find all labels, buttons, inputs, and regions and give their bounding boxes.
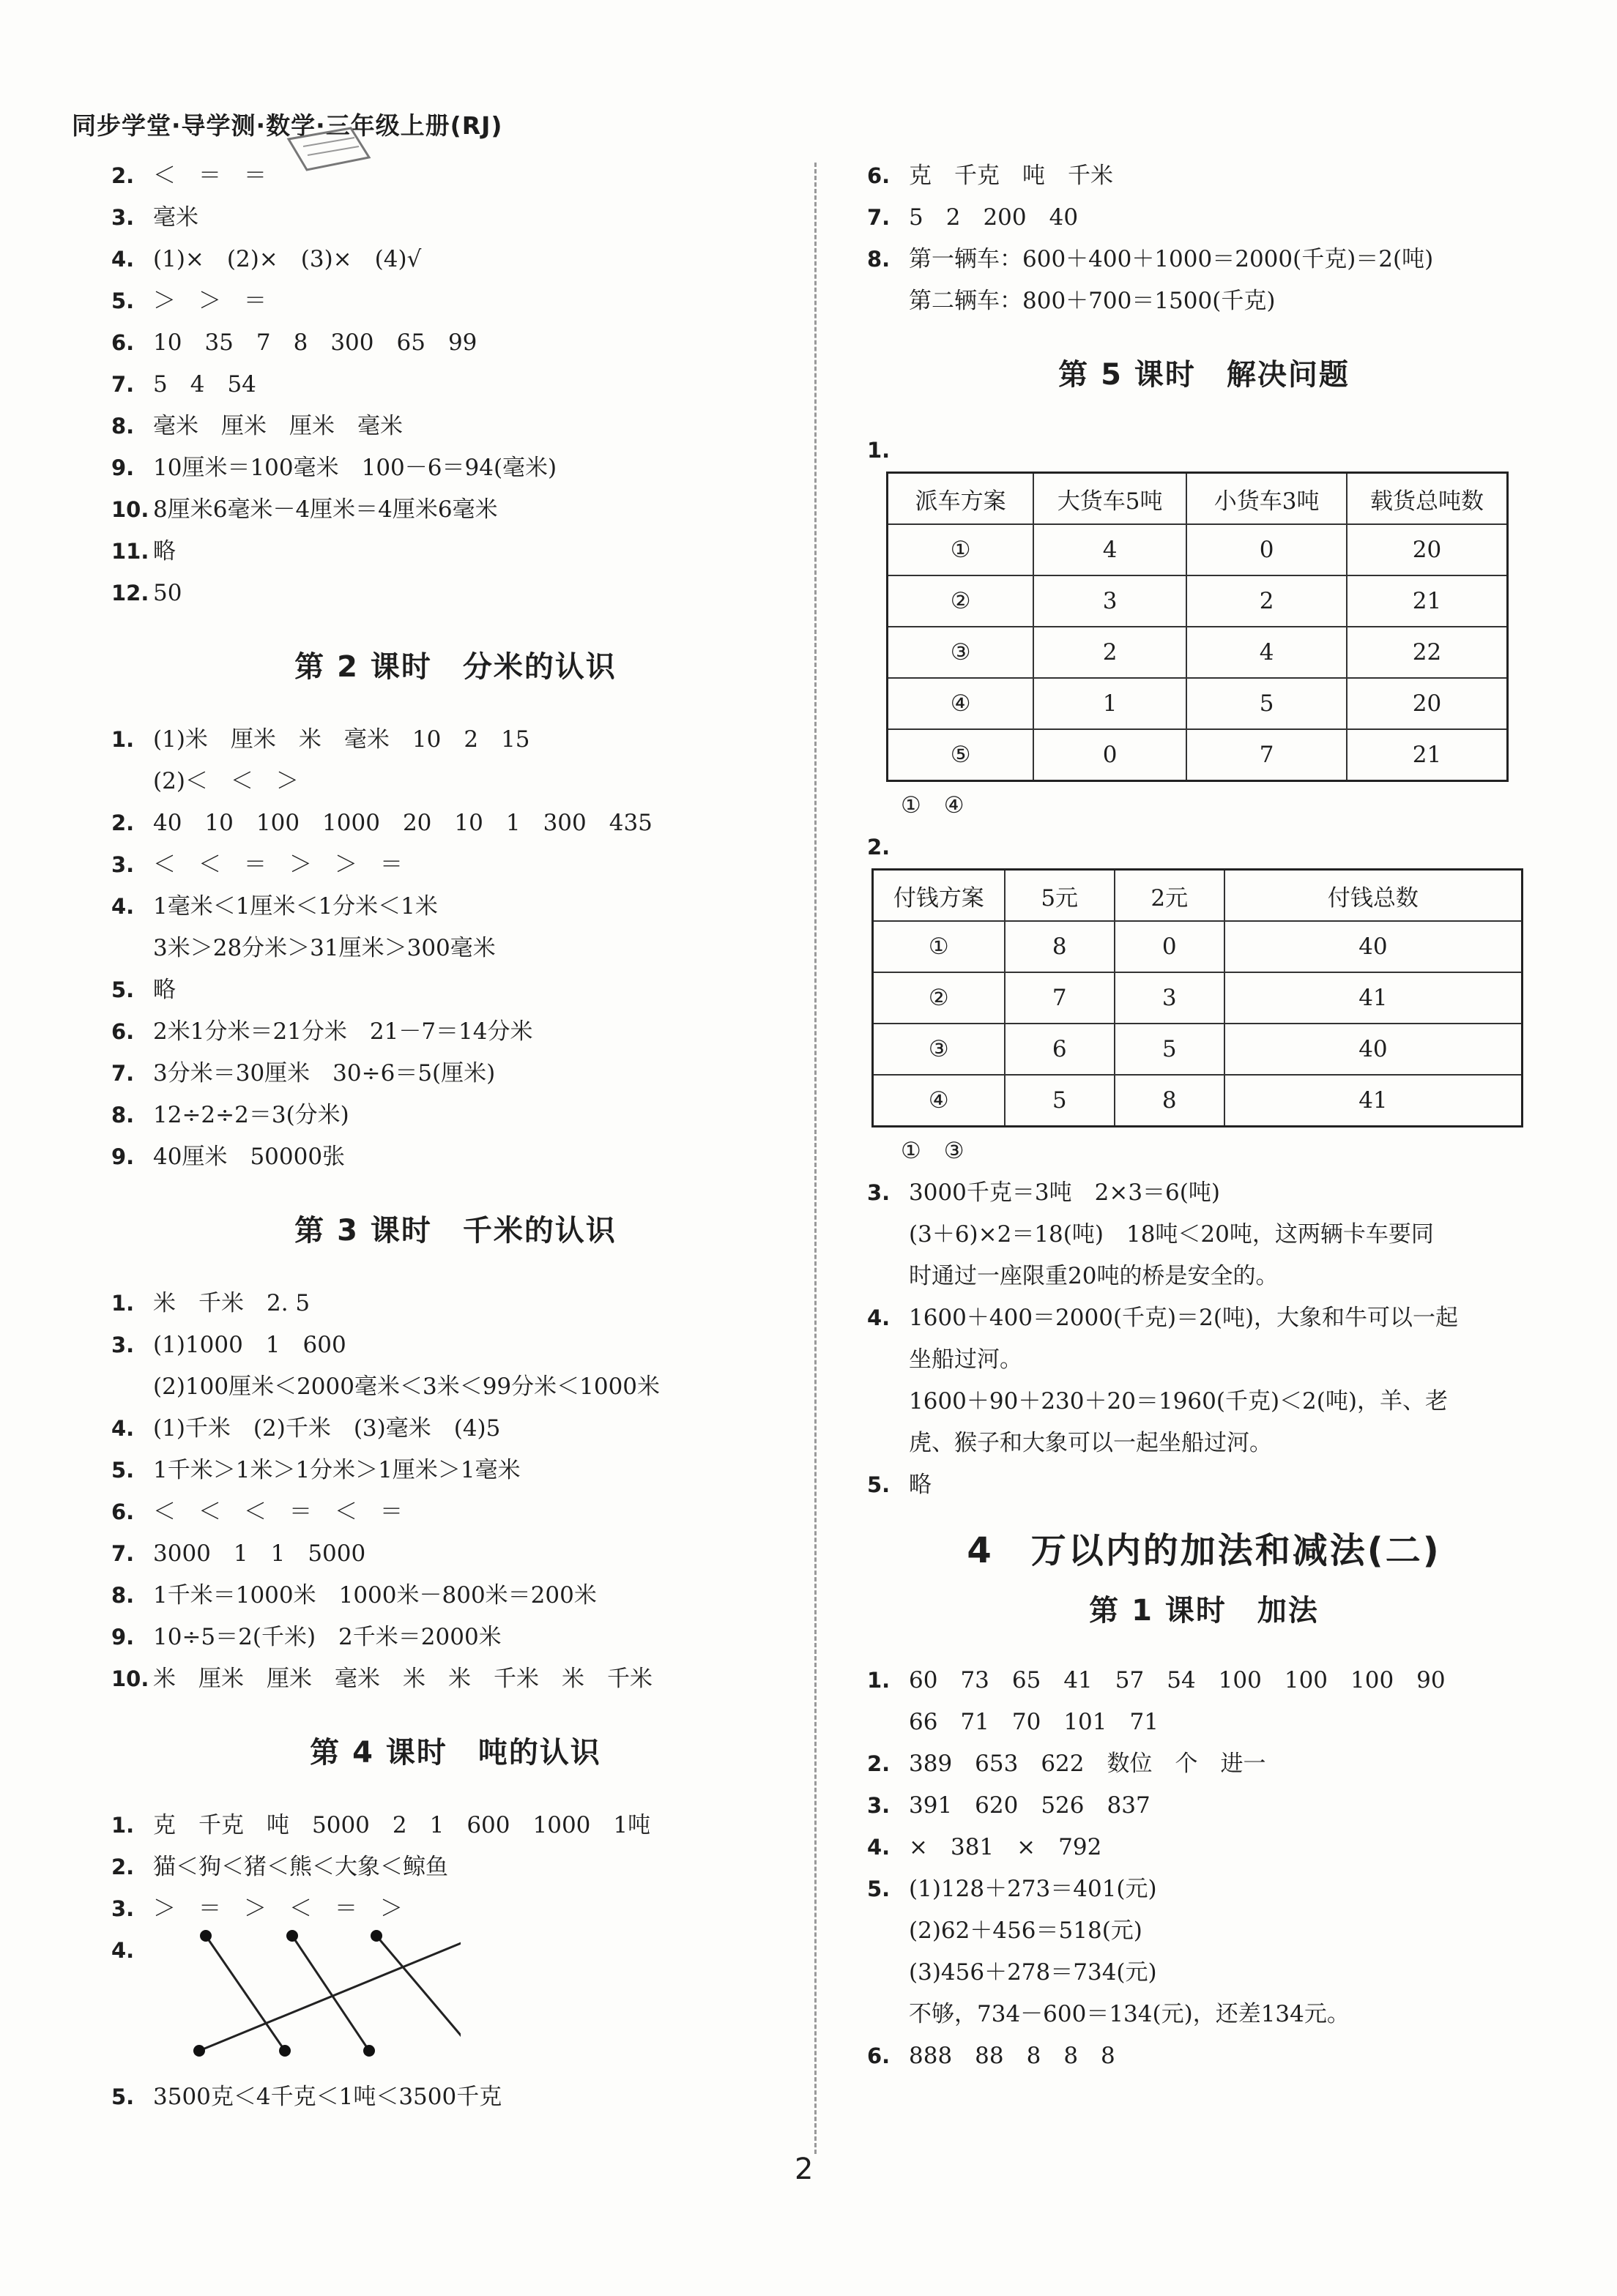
answer-item [867,1785,1541,1827]
item-number: 7. [111,1541,135,1566]
left-column [111,155,800,2118]
item-number: 8. [867,247,891,272]
answer-item [111,239,800,280]
table-cell: 20 [1347,678,1508,729]
answer-text: (1)1000 1 600 [153,1332,346,1358]
answer-text: 3000 1 1 5000 [153,1540,366,1567]
table-header-cell: 付钱方案 [873,870,1005,922]
item-number: 1. [867,438,891,463]
answer-text: 1千米＝1000米 1000米－800米＝200米 [153,1582,597,1609]
answer-text: 毫米 [153,204,198,231]
item-number: 3. [111,1896,135,1921]
item-number: 3. [111,852,135,877]
item-number: 4. [111,894,135,919]
answer-item [867,1868,1541,2035]
item-number: 2. [867,835,891,860]
table-cell: 41 [1224,1075,1523,1127]
answer-text: 坐船过河。 [909,1346,1022,1373]
answer-item [867,1660,1541,1743]
answer-text: 不够，734－600＝134(元)，还差134元。 [909,2001,1350,2027]
answer-text: 略 [909,1472,932,1498]
item-number: 5. [111,288,135,313]
table-row [888,524,1508,575]
answer-text: 米 厘米 厘米 毫米 米 米 千米 米 千米 [153,1666,653,1692]
item-number: 12. [111,581,149,605]
item-number: 3. [867,1793,891,1818]
answer-text: (1)128＋273＝401(元) [909,1876,1157,1902]
answer-text: (2)100厘米＜2000毫米＜3米＜99分米＜1000米 [153,1374,661,1400]
item-number: 8. [111,1103,135,1128]
answer-text: 毫米 厘米 厘米 毫米 [153,413,403,439]
answer-text: 391 620 526 837 [909,1792,1151,1819]
answer-text: ＜ ＜ ＝ ＞ ＞ ＝ [153,851,403,878]
answer-item [111,2076,800,2118]
answer-text: 猫＜狗＜猪＜熊＜大象＜鲸鱼 [153,1854,448,1880]
answer-item [111,1450,800,1491]
answer-text: 3米＞28分米＞31厘米＞300毫米 [153,935,496,961]
item-number: 2. [111,1855,135,1879]
answer-list [111,2076,800,2118]
table-cell: 0 [1033,729,1186,781]
answer-item [111,406,800,447]
section-title: 第 4 课时 吨的认识 [310,1736,601,1770]
table-cell: 21 [1347,729,1508,781]
answer-text: (1)× (2)× (3)× (4)√ [153,246,422,272]
answer-item [111,844,800,886]
answer-text: 60 73 65 41 57 54 100 100 100 90 [909,1667,1446,1693]
table-cell: ④ [888,678,1034,729]
answer-item [867,155,1541,197]
right-column [867,155,1541,2077]
match-dot [279,2045,291,2057]
answer-text: (2)62＋456＝518(元) [909,1917,1142,1944]
answer-item [111,1846,800,1888]
table-cell: 1 [1033,678,1186,729]
table-cell: 40 [1224,1024,1523,1075]
answer-item [867,1464,1541,1506]
answer-item [111,1575,800,1617]
table-cell: 4 [1033,524,1186,575]
answer-list [867,1660,1541,2077]
table-answer: ① ③ [901,1138,964,1164]
answer-text: 5 4 54 [153,371,256,398]
item-number: 4. [111,1938,135,1963]
answer-item [867,1743,1541,1785]
item-number: 11. [111,539,149,564]
answer-list [867,155,1541,322]
item-number: 10. [111,497,149,522]
answer-item [111,1011,800,1053]
answer-item [111,1617,800,1658]
table-cell: 20 [1347,524,1508,575]
table-row [873,1075,1523,1127]
item-number: 1. [111,727,135,752]
answer-text: 5 2 200 40 [909,204,1079,231]
table-cell: 41 [1224,972,1523,1024]
answer-item [111,719,800,802]
answer-text: (1)米 厘米 米 毫米 10 2 15 [153,726,530,753]
answer-text: 66 71 70 101 71 [909,1709,1159,1735]
answer-text: 8厘米6毫米－4厘米＝4厘米6毫米 [153,496,498,523]
table-cell: ③ [888,627,1034,678]
answer-text: 888 88 8 8 8 [909,2043,1115,2069]
table-cell: ② [888,575,1034,627]
table-row [873,921,1523,972]
item-number: 5. [111,1458,135,1483]
page-number: 2 [795,2152,814,2186]
table-header-cell: 大货车5吨 [1033,473,1186,525]
page-header: 同步学堂·导学测·数学·三年级上册(RJ) [72,111,503,140]
answer-item [111,969,800,1011]
table-cell: 4 [1186,627,1347,678]
item-number: 10. [111,1666,149,1691]
answer-item [867,1827,1541,1868]
table-cell: 3 [1033,575,1186,627]
match-dot [200,1930,212,1942]
table-cell: ③ [873,1024,1005,1075]
answer-item [111,197,800,239]
chapter-title: 4 万以内的加法和减法(二) [967,1530,1441,1571]
table-cell: 2 [1186,575,1347,627]
table-cell: 8 [1005,921,1115,972]
answer-text: 克 千克 吨 5000 2 1 600 1000 1吨 [153,1812,651,1838]
answer-item [111,364,800,406]
answer-item [111,1408,800,1450]
table-cell: 5 [1115,1024,1224,1075]
answer-text: 389 653 622 数位 个 进一 [909,1751,1266,1777]
item-number: 8. [111,414,135,439]
table-header-cell: 小货车3吨 [1186,473,1347,525]
item-number: 3. [111,1332,135,1357]
answer-item [111,1491,800,1533]
item-number: 6. [111,1499,135,1524]
answer-item [867,2035,1541,2077]
answer-text: 50 [153,580,182,606]
table-cell: 0 [1115,921,1224,972]
answer-item [867,430,1541,471]
answer-item [111,1533,800,1575]
item-number: 4. [867,1305,891,1330]
answer-item [111,322,800,364]
answer-text: 3000千克＝3吨 2×3＝6(吨) [909,1179,1220,1206]
item-number: 2. [867,1751,891,1776]
item-number: 3. [867,1180,891,1205]
answer-text: 2米1分米＝21分米 21－7＝14分米 [153,1018,533,1045]
item-number: 3. [111,205,135,230]
table-cell: 7 [1005,972,1115,1024]
answer-item [111,1053,800,1095]
answer-text: (2)＜ ＜ ＞ [153,768,299,794]
item-number: 1. [867,1668,891,1693]
table-header-cell: 派车方案 [888,473,1034,525]
table-row [888,729,1508,781]
table-row [888,627,1508,678]
section-title: 第 2 课时 分米的认识 [294,650,617,684]
answer-item [867,827,1541,868]
table-cell: 6 [1005,1024,1115,1075]
table-cell: 7 [1186,729,1347,781]
table-row [873,1024,1523,1075]
answer-list [111,719,800,1178]
table-row [873,972,1523,1024]
item-number: 6. [867,163,891,188]
table-cell: 5 [1005,1075,1115,1127]
item-number: 6. [111,1019,135,1044]
answer-list [111,155,800,614]
answer-item [867,197,1541,239]
answer-text: 第二辆车：800＋700＝1500(千克) [909,288,1276,314]
table-cell: ① [888,524,1034,575]
answer-text: 40 10 100 1000 20 10 1 300 435 [153,810,653,836]
answer-text: 1千米＞1米＞1分米＞1厘米＞1毫米 [153,1457,521,1483]
answer-text: 1毫米＜1厘米＜1分米＜1米 [153,893,438,920]
item-number: 5. [867,1472,891,1497]
answer-text: 12÷2÷2＝3(分米) [153,1102,349,1128]
answer-list [111,1805,800,1930]
item-number: 4. [111,247,135,272]
table-row [888,678,1508,729]
item-number: 4. [867,1835,891,1860]
answer-item [111,1095,800,1136]
item-number: 1. [111,1813,135,1838]
answer-text: ＜ ＜ ＜ ＝ ＜ ＝ [153,1499,403,1525]
item-number: 5. [867,1876,891,1901]
answer-text: 虎、猴子和大象可以一起坐船过河。 [909,1430,1272,1456]
match-dot [193,2045,205,2057]
answer-item [867,1297,1541,1464]
answer-item [111,1283,800,1324]
item-number: 4. [111,1416,135,1441]
table-header-cell: 5元 [1005,870,1115,922]
table-cell: 0 [1186,524,1347,575]
answer-item [111,1324,800,1408]
answer-text: 1600＋90＋230＋20＝1960(千克)＜2(吨)，羊、老 [909,1388,1448,1414]
dispatch-plan-table [886,471,1509,782]
answer-text: 1600＋400＝2000(千克)＝2(吨)，大象和牛可以一起 [909,1305,1459,1331]
answer-list [867,1172,1541,1506]
answer-text: ＜ ＝ ＝ [153,163,267,189]
answer-item [111,1930,800,2076]
item-number: 1. [111,1291,135,1316]
answer-text: 克 千克 吨 千米 [909,163,1113,189]
match-dot [363,2045,375,2057]
table-row [888,575,1508,627]
answer-item [111,1805,800,1846]
answer-text: × 381 × 792 [909,1834,1102,1860]
table-cell: 21 [1347,575,1508,627]
item-number: 9. [111,455,135,480]
table-cell: 2 [1033,627,1186,678]
answer-text: 10 35 7 8 300 65 99 [153,329,477,356]
table-cell: ① [873,921,1005,972]
answer-text: 10÷5＝2(千米) 2千米＝2000米 [153,1624,502,1650]
answer-item [867,239,1541,322]
answer-item [111,280,800,322]
table-cell: 8 [1115,1075,1224,1127]
match-dot [371,1930,382,1942]
answer-text: 第一辆车：600＋400＋1000＝2000(千克)＝2(吨) [909,246,1434,272]
section-title: 第 1 课时 加法 [1089,1594,1319,1628]
table-cell: ⑤ [888,729,1034,781]
answer-text: (3)456＋278＝734(元) [909,1959,1157,1986]
answer-text: 米 千米 2. 5 [153,1290,311,1316]
table-cell: 3 [1115,972,1224,1024]
answer-item [111,1658,800,1700]
answer-text: 3500克＜4千克＜1吨＜3500千克 [153,2084,502,2110]
section-title: 第 5 课时 解决问题 [1058,358,1350,392]
table-header-cell: 付钱总数 [1224,870,1523,922]
item-number: 5. [111,2084,135,2109]
table-header-cell: 载货总吨数 [1347,473,1508,525]
item-number: 5. [111,977,135,1002]
answer-text: (3＋6)×2＝18(吨) 18吨＜20吨，这两辆卡车要同 [909,1221,1434,1248]
answer-text: 3分米＝30厘米 30÷6＝5(厘米) [153,1060,496,1086]
item-number: 7. [867,205,891,230]
table-cell: 22 [1347,627,1508,678]
item-number: 2. [111,163,135,188]
answer-item [111,886,800,969]
answer-item [111,155,800,197]
answer-item [111,447,800,489]
match-dot [286,1930,298,1942]
item-number: 7. [111,372,135,397]
answer-text: (1)千米 (2)千米 (3)毫米 (4)5 [153,1415,501,1442]
table-cell: 5 [1186,678,1347,729]
answer-item [867,1172,1541,1297]
answer-text: 略 [153,538,176,564]
table-answer: ① ④ [901,792,964,819]
table-cell: ② [873,972,1005,1024]
answer-item [111,802,800,844]
table-cell: 40 [1224,921,1523,972]
answer-text: 时通过一座限重20吨的桥是安全的。 [909,1263,1279,1289]
answer-text: 40厘米 50000张 [153,1144,346,1170]
answer-item [111,489,800,531]
answer-item [111,531,800,573]
item-number: 2. [111,810,135,835]
item-number: 7. [111,1061,135,1086]
matching-lines-diagram [153,1930,461,2076]
answer-text: ＞ ＞ ＝ [153,288,267,314]
payment-plan-table [871,868,1523,1128]
answer-list [111,1283,800,1700]
answer-text: 略 [153,977,176,1003]
section-title: 第 3 课时 千米的认识 [294,1214,617,1248]
answer-item [111,1888,800,1930]
table-header-cell: 2元 [1115,870,1224,922]
answer-text: 10厘米＝100毫米 100－6＝94(毫米) [153,455,557,481]
answer-text: ＞ ＝ ＞ ＜ ＝ ＞ [153,1896,403,1922]
column-divider [814,163,817,2154]
item-number: 8. [111,1583,135,1608]
item-number: 9. [111,1144,135,1169]
item-number: 6. [867,2043,891,2068]
item-number: 9. [111,1625,135,1650]
answer-item [111,1136,800,1178]
table-cell: ④ [873,1075,1005,1127]
item-number: 6. [111,330,135,355]
answer-item [111,573,800,614]
